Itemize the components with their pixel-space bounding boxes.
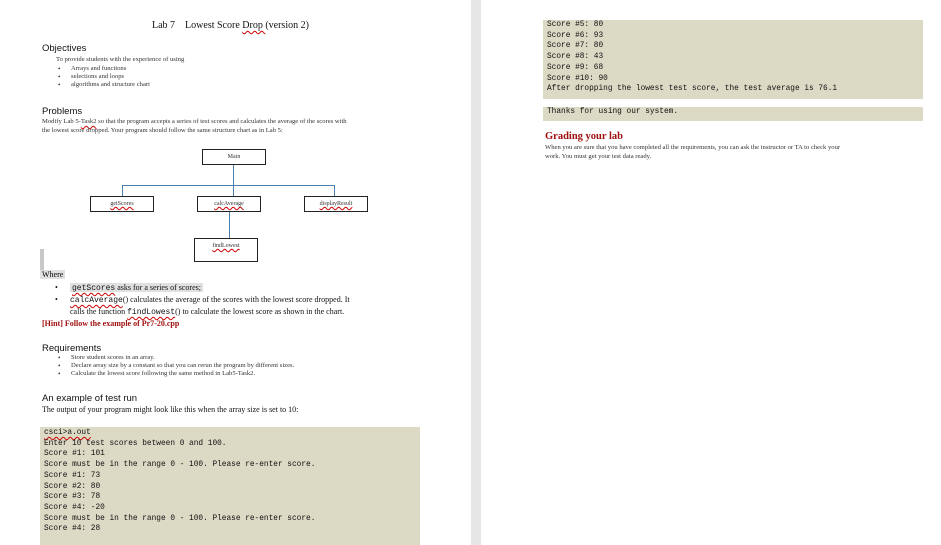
chart-box-calcaverage (197, 196, 261, 212)
document-page-right (481, 0, 941, 545)
console-output-left (40, 427, 420, 545)
problems-text: Modify Lab 5- (42, 118, 81, 125)
console-output-right (543, 20, 923, 99)
console-line: Enter 10 test scores between 0 and 100. (44, 439, 227, 448)
console-line: Score #6: 93 (547, 31, 604, 40)
code-getscores: getScores (72, 284, 116, 293)
objective-item: • algorithms and structure chart (56, 81, 150, 89)
objectives-heading: Objectives (42, 43, 87, 54)
chart-label-displayresult: displayResult (319, 201, 353, 207)
example-intro: The output of your program might look like this when the array size is set to 10: (42, 405, 299, 414)
code-findlowest: findLowest (127, 308, 176, 317)
console-line: Score #1: 101 (44, 450, 105, 459)
console-line: Score #8: 43 (547, 53, 604, 62)
where-bullet-2-line-2 (70, 307, 344, 317)
chart-connector (233, 164, 234, 185)
chart-connector (122, 185, 123, 196)
objectives-intro: To provide students with the experience of using (56, 56, 185, 63)
problems-text: so that the program accepts a series of test scores and calculates the average of the scores with (96, 118, 347, 125)
console-line: Score #2: 80 (44, 482, 101, 491)
code-calcaverage: calcAverage (70, 296, 123, 305)
console-line: Score #9: 68 (547, 63, 604, 72)
console-line: Thanks for using our system. (547, 108, 679, 116)
chart-box-findlowest (194, 238, 258, 262)
chart-connector (233, 185, 234, 196)
example-heading: An example of test run (42, 393, 138, 404)
title-text: Lowest Score (185, 20, 243, 31)
problems-line-2: the lowest score dropped. Your program should follow the same structure chart as in Lab 5: (42, 127, 283, 134)
where-bullet-2-text: calls the function (70, 307, 128, 316)
requirement-item: • Calculate the lowest score following the same method in Lab5-Task2. (56, 370, 294, 378)
console-line: Score #4: 28 (44, 525, 101, 534)
grading-line-1: When you are sure that you have completed all the requirements, you can ask the instructor or TA to check your (545, 144, 841, 151)
console-line: Score #4: -20 (44, 503, 105, 512)
chart-label-main: Main (227, 154, 241, 160)
console-line: csci>a.out (44, 429, 91, 437)
objective-item: • selections and loops (56, 73, 150, 81)
where-bullet-2-text: () to calculate the lowest score as shown in the chart. (175, 307, 345, 316)
requirements-list (56, 354, 294, 379)
where-margin-bar (40, 249, 44, 270)
where-bullet-2-text: () calculates the average of the scores with the lowest score dropped. It (122, 295, 350, 304)
console-line: After dropping the lowest test score, the test average is 76.1 (547, 85, 838, 94)
problems-squiggle-word: Task2 (80, 118, 97, 125)
console-line: Score #1: 73 (44, 471, 101, 480)
console-line: Score #5: 80 (547, 21, 604, 29)
console-line: Score must be in the range 0 - 100. Please re-enter score. (44, 461, 316, 470)
requirement-item: • Declare array size by a constant so that you can rerun the program by different sizes. (56, 362, 294, 370)
chart-box-displayresult (304, 196, 368, 212)
chart-label-getscores: getScores (110, 201, 134, 207)
objectives-list (56, 65, 150, 90)
console-line: Score #7: 80 (547, 42, 604, 51)
grading-line-2: work. You must get your test data ready. (545, 153, 652, 160)
problems-line-1 (42, 118, 347, 127)
where-label: Where (42, 270, 64, 279)
chart-box-getscores (90, 196, 154, 212)
chart-label-findlowest: findLowest (212, 243, 240, 249)
title-version: (version 2) (265, 20, 309, 31)
where-bullet-1: • getScores asks for a series of scores; (55, 283, 201, 293)
chart-label-calcaverage: calcAverage (214, 201, 244, 207)
grading-heading: Grading your lab (545, 131, 623, 142)
chart-connector (229, 212, 230, 238)
console-line: Score #3: 78 (44, 493, 101, 502)
title-squiggle-word: Drop (242, 20, 266, 31)
console-thanks (543, 107, 923, 121)
console-line: Score must be in the range 0 - 100. Please re-enter score. (44, 514, 316, 523)
where-bullet-2: • calcAverage() calculates the average of the scores with the lowest score dropped. It (55, 295, 350, 305)
where-bullet-1-text: asks for a series of scores; (115, 283, 201, 292)
page-gutter (471, 0, 481, 545)
chart-connector (334, 185, 335, 196)
chart-box-main (202, 149, 266, 165)
objective-item: • Arrays and functions (56, 65, 150, 73)
problems-heading: Problems (42, 106, 83, 117)
lab-number: Lab 7 (152, 20, 176, 31)
requirement-item: • Store student scores in an array. (56, 354, 294, 362)
page-title (152, 20, 309, 31)
hint-text: [Hint] Follow the example of Pr7-20.cpp (42, 319, 180, 328)
console-line: Score #10: 90 (547, 74, 608, 83)
chart-connector (122, 185, 335, 186)
requirements-heading: Requirements (42, 343, 102, 354)
